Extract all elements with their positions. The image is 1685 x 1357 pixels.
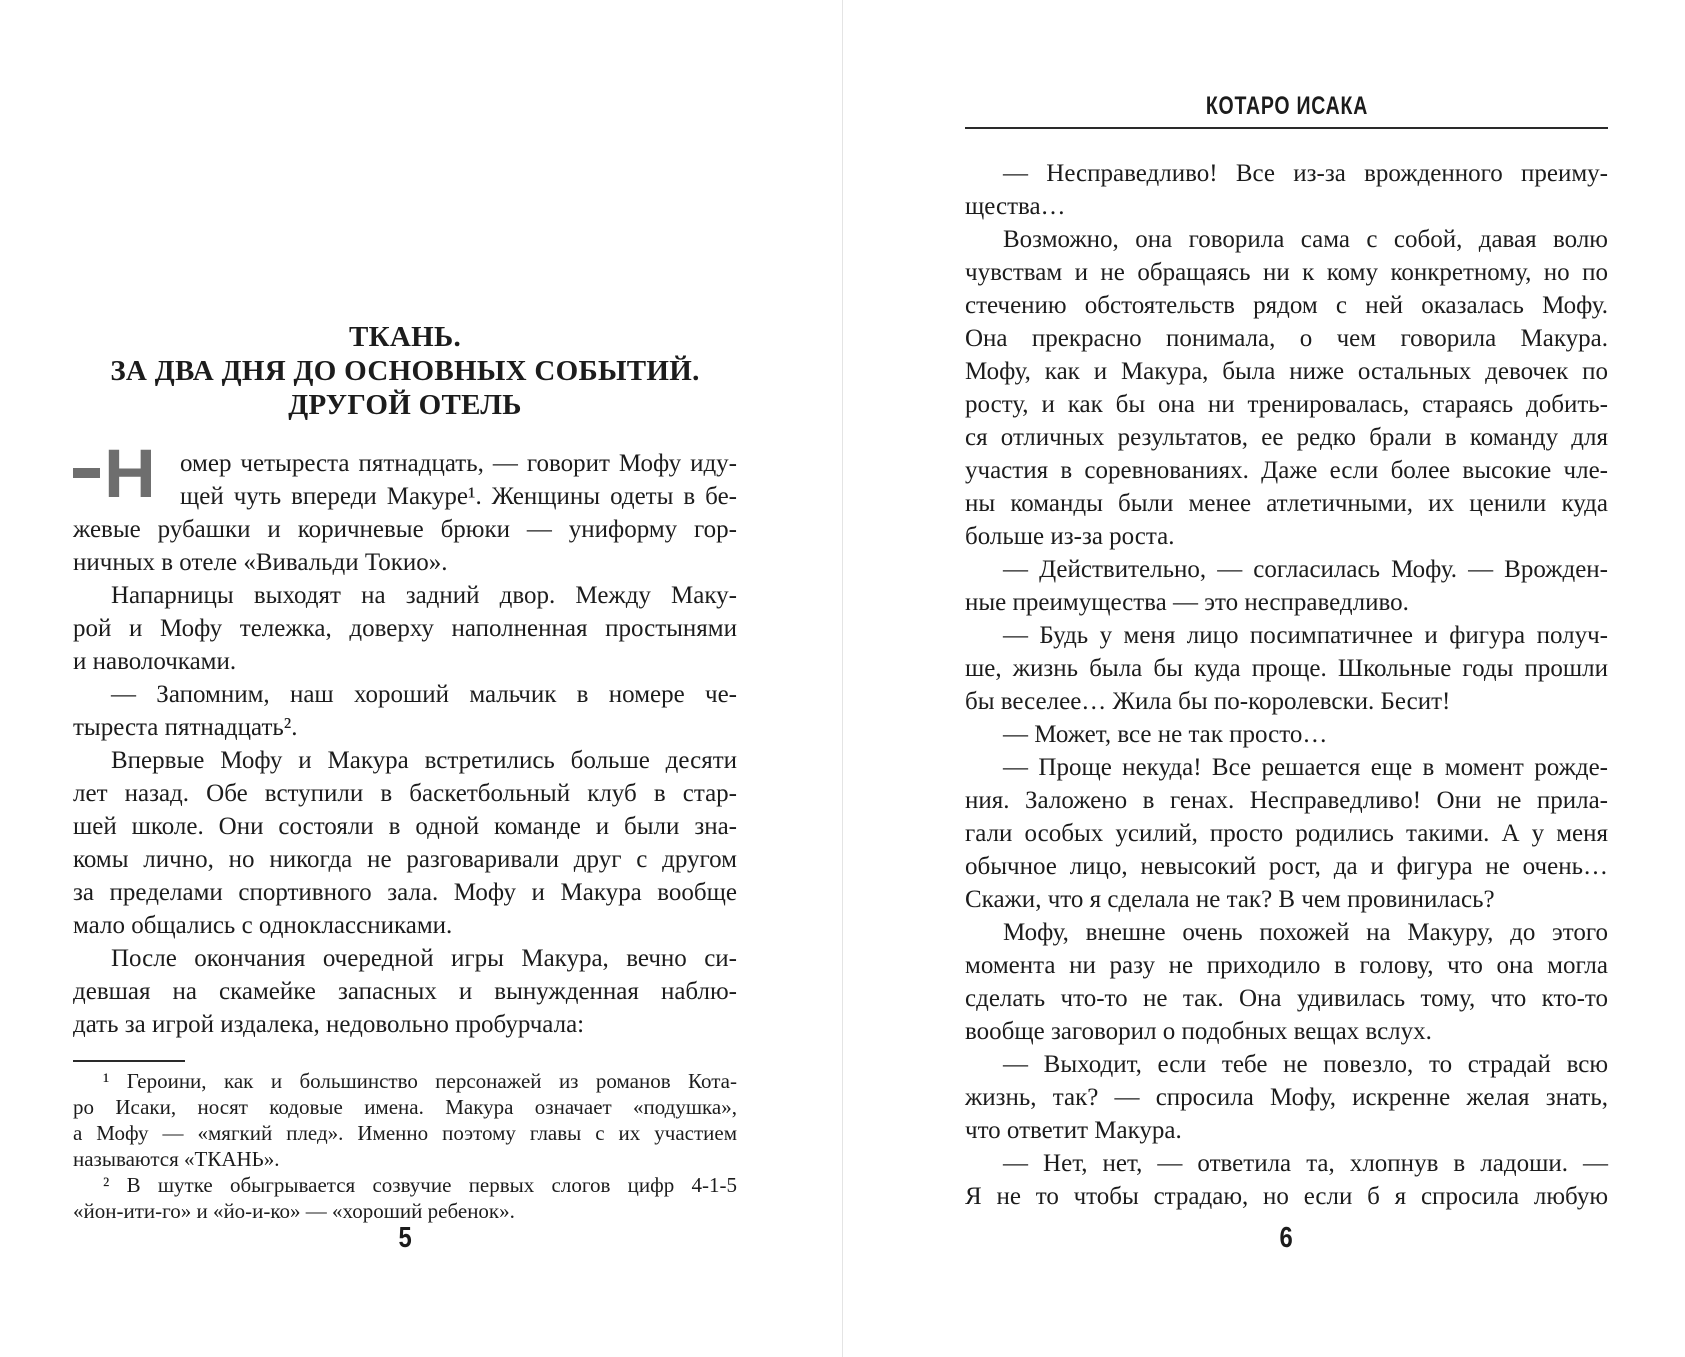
text-line: рой и Мофу тележка, доверху наполненная простынями xyxy=(73,615,737,642)
text-line: — Выходит, если тебе не повезло, то страдай всю xyxy=(1003,1051,1608,1078)
text-line: ро Исаки, носят кодовые имена. Макура означает «подушка», xyxy=(73,1095,737,1119)
text-line: момента ни разу не приходило в голову, что она могла xyxy=(965,952,1608,979)
text-line: девшая на скамейке запасных и вынужденная наблю- xyxy=(73,978,737,1005)
text-line: называются «ТКАНЬ». xyxy=(73,1147,280,1171)
text-line: Мофу, внешне очень похожей на Макуру, до этого xyxy=(1003,919,1608,946)
text-line: тыреста пятнадцать². xyxy=(73,714,298,741)
running-header-rule xyxy=(965,127,1608,129)
page-number-left xyxy=(73,1222,737,1254)
page-number-left-value: 5 xyxy=(398,1222,412,1254)
text-line: а Мофу — «мягкий плед». Именно поэтому главы с их участием xyxy=(73,1121,737,1145)
text-line: ния. Заложено в генах. Несправедливо! Они не прила- xyxy=(965,787,1608,814)
drop-cap-letter: Н xyxy=(104,435,156,512)
text-line: гали особых усилий, просто родились такими. А у меня xyxy=(965,820,1608,847)
text-line: комы лично, но никогда не разговаривали друг с другом xyxy=(73,846,737,873)
running-header-text: КОТАРО ИСАКА xyxy=(1205,92,1368,120)
text-line: чувствам и не обращаясь ни к кому конкретному, но по xyxy=(965,259,1608,286)
text-line: — Действительно, — согласилась Мофу. — Врожден- xyxy=(1003,556,1608,583)
chapter-title-line-2: ЗА ДВА ДНЯ ДО ОСНОВНЫХ СОБЫТИЙ. xyxy=(110,355,700,387)
drop-cap xyxy=(73,435,180,513)
footnote-separator xyxy=(73,1060,185,1062)
text-line: Скажи, что я сделала не так? В чем провинилась? xyxy=(965,886,1495,913)
text-line: дать за игрой издалека, недовольно пробурчала: xyxy=(73,1011,585,1038)
text-line: больше из-за роста. xyxy=(965,523,1175,550)
text-line: ничных в отеле «Вивальди Токио». xyxy=(73,549,448,576)
text-line: бы веселее… Жила бы по-королевски. Бесит! xyxy=(965,688,1451,715)
text-line: — Проще некуда! Все решается еще в момент рожде- xyxy=(1003,754,1608,781)
text-line: за пределами спортивного зала. Мофу и Макура вообще xyxy=(73,879,737,906)
text-line: вообще заговорил о подобных вещах вслух. xyxy=(965,1018,1432,1045)
drop-cap-dash-icon xyxy=(73,468,100,478)
text-line: жизнь, так? — спросила Мофу, искренне желая знать, xyxy=(965,1084,1608,1111)
text-line: жевые рубашки и коричневые брюки — униформу гор- xyxy=(73,516,737,543)
text-line: Возможно, она говорила сама с собой, давая волю xyxy=(1003,226,1608,253)
text-line: ся отличных результатов, ее редко брали в команду для xyxy=(965,424,1608,451)
text-line: — Будь у меня лицо посимпатичнее и фигура получ- xyxy=(1003,622,1608,649)
text-line: сделать что-то не так. Она удивилась тому, что кто-то xyxy=(965,985,1608,1012)
page-number-right-value: 6 xyxy=(1279,1222,1294,1254)
text-line: омер четыреста пятнадцать, — говорит Мофу иду- xyxy=(180,450,737,477)
text-line: мало общались с одноклассниками. xyxy=(73,912,453,939)
text-line: ¹ Героини, как и большинство персонажей из романов Кота- xyxy=(103,1069,737,1093)
text-line: «йон-ити-го» и «йо-и-ко» — «хороший ребенок». xyxy=(73,1199,515,1223)
text-line: стечению обстоятельств рядом с ней оказалась Мофу. xyxy=(965,292,1608,319)
text-line: — Нет, нет, — ответила та, хлопнув в ладоши. — xyxy=(1003,1150,1608,1177)
page-number-right xyxy=(965,1222,1608,1254)
left-body-text xyxy=(73,435,737,1041)
text-line: щей чуть впереди Макуре¹. Женщины одеты в бе- xyxy=(180,483,737,510)
footnotes xyxy=(73,1068,737,1224)
text-line: ны команды были менее атлетичными, их ценили куда xyxy=(965,490,1608,517)
left-page-column xyxy=(73,0,737,1357)
text-line: После окончания очередной игры Макура, вечно си- xyxy=(111,945,737,972)
text-line: — Запомним, наш хороший мальчик в номере че- xyxy=(111,681,737,708)
text-line: Напарницы выходят на задний двор. Между Маку- xyxy=(111,582,737,609)
left-body-lines xyxy=(73,447,737,1041)
running-header xyxy=(965,92,1608,120)
chapter-title-line-1: ТКАНЬ. xyxy=(348,321,462,353)
text-line: участия в соревнованиях. Даже если более высокие чле- xyxy=(965,457,1608,484)
text-line: — Может, все не так просто… xyxy=(1003,721,1328,748)
text-line: Она прекрасно понимала, о чем говорила Макура. xyxy=(965,325,1608,352)
right-page xyxy=(842,0,1685,1357)
text-line: обычное лицо, невысокий рост, да и фигура не очень… xyxy=(965,853,1608,880)
left-page xyxy=(0,0,842,1357)
right-page-column xyxy=(965,0,1608,1357)
text-line: ные преимущества — это несправедливо. xyxy=(965,589,1409,616)
text-line: — Несправедливо! Все из-за врожденного преиму- xyxy=(1003,160,1608,187)
text-line: Я не то чтобы страдаю, но если б я спросила любую xyxy=(965,1183,1608,1210)
text-line: Мофу, как и Макура, была ниже остальных девочек по xyxy=(965,358,1608,385)
chapter-title-line-3: ДРУГОЙ ОТЕЛЬ xyxy=(288,389,522,421)
text-line: росту, и как бы она ни тренировалась, стараясь добить- xyxy=(965,391,1608,418)
text-line: шей школе. Они состояли в одной команде и были зна- xyxy=(73,813,737,840)
text-line: лет назад. Обе вступили в баскетбольный клуб в стар- xyxy=(73,780,737,807)
right-body-text xyxy=(965,157,1608,1213)
text-line: ² В шутке обыгрывается созвучие первых слогов цифр 4-1-5 xyxy=(103,1173,737,1197)
text-line: и наволочками. xyxy=(73,648,237,675)
text-line: ше, жизнь была бы куда проще. Школьные годы прошли xyxy=(965,655,1608,682)
text-line: что ответит Макура. xyxy=(965,1117,1182,1144)
text-line: Впервые Мофу и Макура встретились больше десяти xyxy=(111,747,737,774)
text-line: щества… xyxy=(965,193,1066,220)
chapter-title xyxy=(73,320,737,422)
